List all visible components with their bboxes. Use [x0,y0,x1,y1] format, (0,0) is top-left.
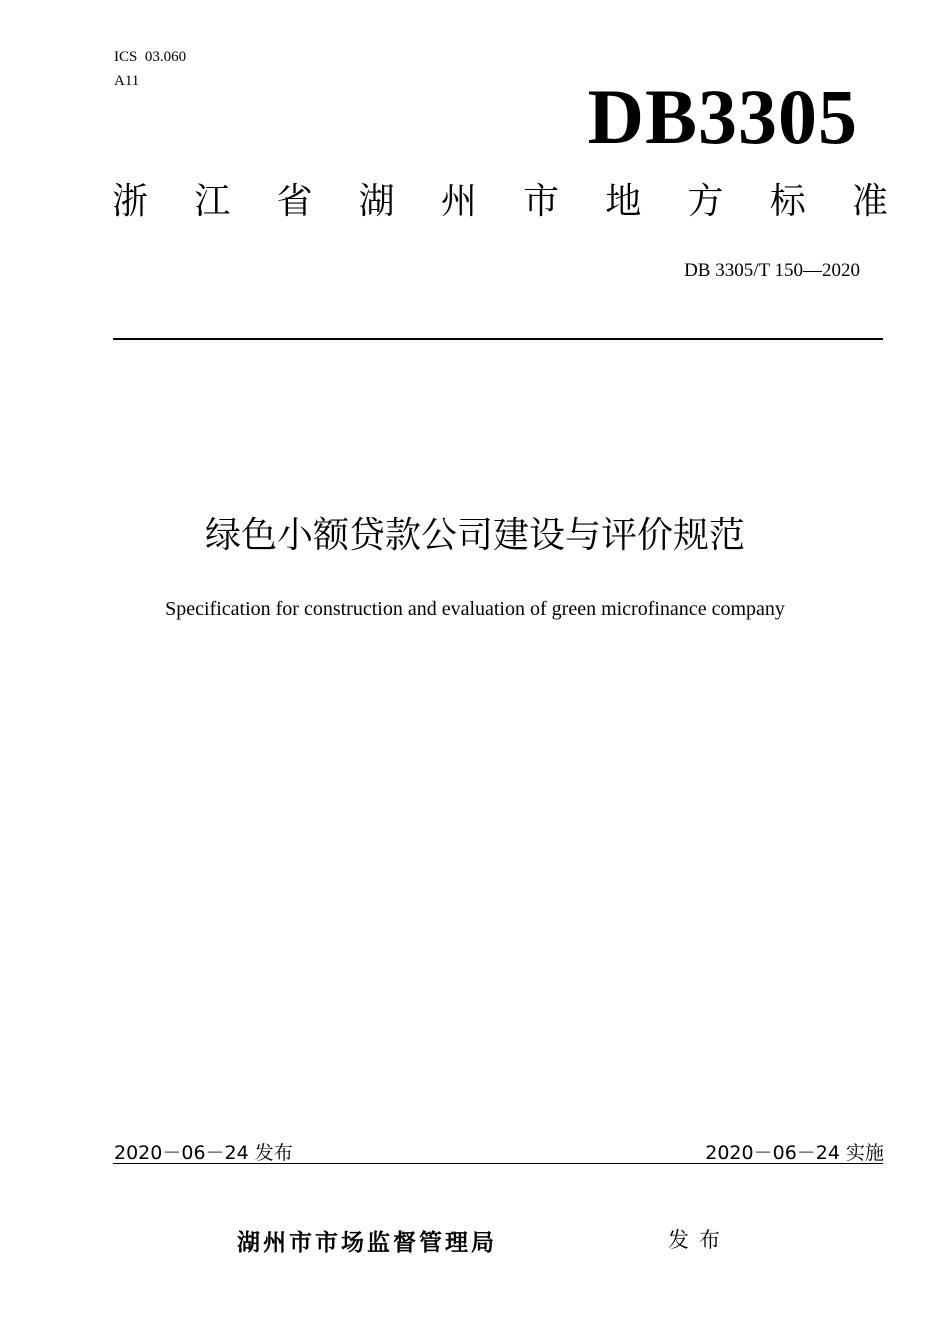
document-title-english: Specification for construction and evaluation of green microfinance company [165,598,785,620]
issue-date: 2020－06－24 发布 [114,1142,293,1164]
standard-type-char: 地 [605,181,642,222]
standard-type-char: 市 [523,181,560,222]
standard-type-char: 州 [440,181,477,222]
standard-type-char: 标 [769,181,806,222]
classification-code: A11 [114,73,140,89]
ics-code: ICS 03.060 [114,49,187,65]
document-title-chinese: 绿色小额贷款公司建设与评价规范 [204,515,745,556]
standard-code-logo: DB3305 [587,73,858,160]
issuing-authority: 湖州市市场监督管理局 [237,1230,497,1256]
standard-type-char: 湖 [358,181,395,222]
implementation-date: 2020－06－24 实施 [705,1142,884,1164]
publish-label: 发布 [668,1228,730,1252]
standard-number: DB 3305/T 150—2020 [684,260,860,281]
standard-type-char: 准 [851,181,888,222]
standard-type-char: 省 [276,181,313,222]
header-divider [113,338,883,340]
standard-type-char: 浙 [112,181,149,222]
footer-divider [113,1163,883,1164]
standard-type-title [112,181,888,222]
standard-type-char: 方 [687,181,724,222]
standard-type-char: 江 [194,181,231,222]
